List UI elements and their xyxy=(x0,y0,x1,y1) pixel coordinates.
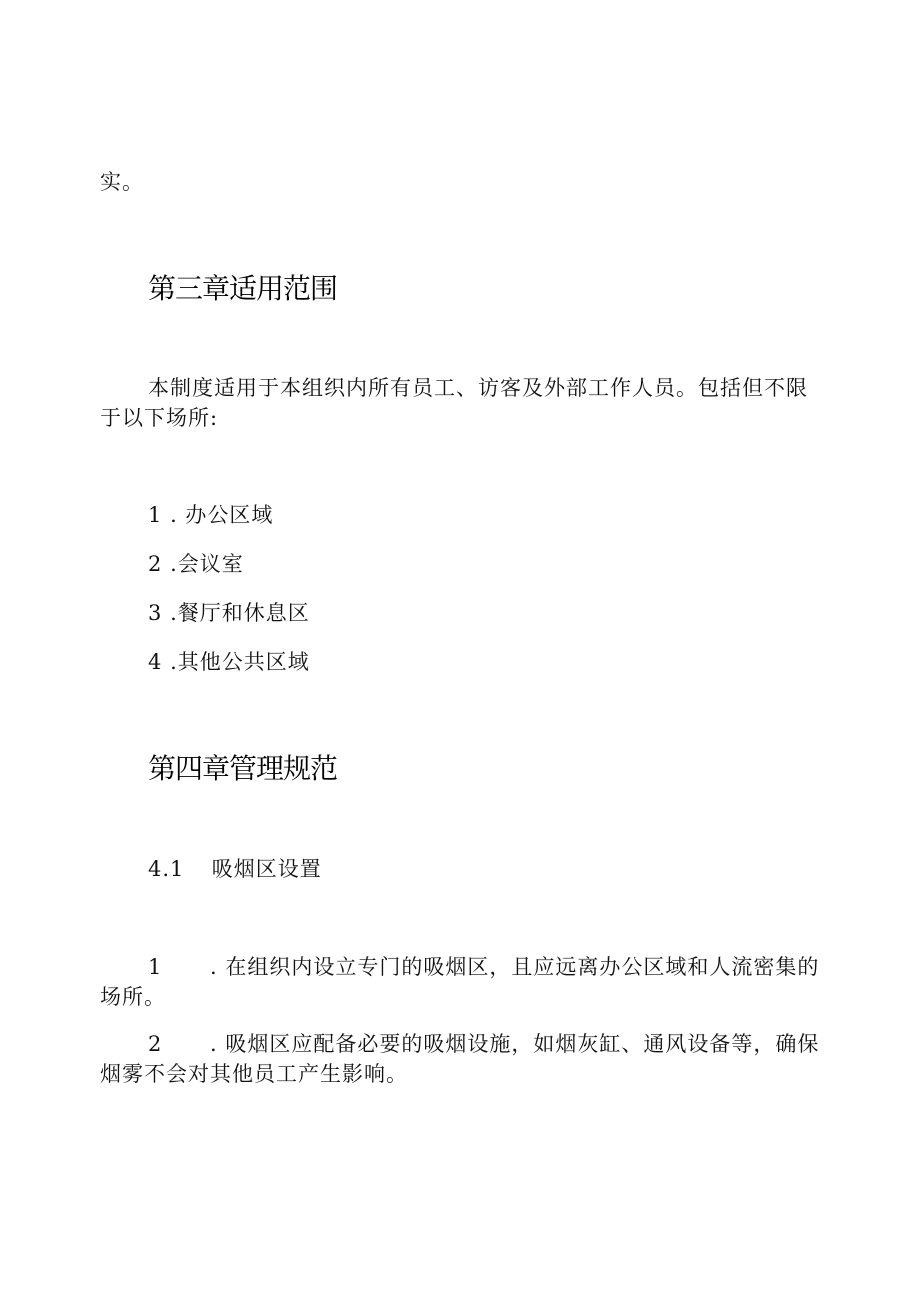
rule-1-line-2: 场所。 xyxy=(100,985,166,1009)
list-text: .会议室 xyxy=(170,552,244,576)
list-text: .其他公共区域 xyxy=(170,650,310,674)
scope-list-item xyxy=(148,550,244,578)
continued-text: 实。 xyxy=(100,170,144,194)
list-number: 3 xyxy=(148,601,163,625)
list-text: . 办公区域 xyxy=(170,503,274,527)
chapter-3-heading: 第三章适用范围 xyxy=(148,272,338,305)
section-title: 吸烟区设置 xyxy=(211,857,322,881)
chapter-3-intro-line-1: 本制度适用于本组织内所有员工、访客及外部工作人员。包括但不限 xyxy=(148,376,808,400)
list-number: 4 xyxy=(148,650,163,674)
list-number: 1 xyxy=(148,503,163,527)
scope-list-item xyxy=(148,648,310,676)
scope-list-item xyxy=(148,501,273,529)
chapter-3-intro-line-2: 于以下场所: xyxy=(100,406,219,430)
rule-2-line-1: . 吸烟区应配备必要的吸烟设施，如烟灰缸、通风设备等，确保 xyxy=(210,1032,820,1056)
rule-number: 1 xyxy=(148,955,163,979)
list-number: 2 xyxy=(148,552,163,576)
rule-number: 2 xyxy=(148,1032,163,1056)
chapter-4-heading: 第四章管理规范 xyxy=(148,752,338,785)
scope-list-item xyxy=(148,599,310,627)
rule-2-line-2: 烟雾不会对其他员工产生影响。 xyxy=(100,1062,408,1086)
rule-1-line-1: . 在组织内设立专门的吸烟区，且应远离办公区域和人流密集的 xyxy=(210,955,820,979)
list-text: .餐厅和休息区 xyxy=(170,601,310,625)
section-4-1-heading xyxy=(148,855,322,883)
section-number: 4.1 xyxy=(148,857,185,881)
